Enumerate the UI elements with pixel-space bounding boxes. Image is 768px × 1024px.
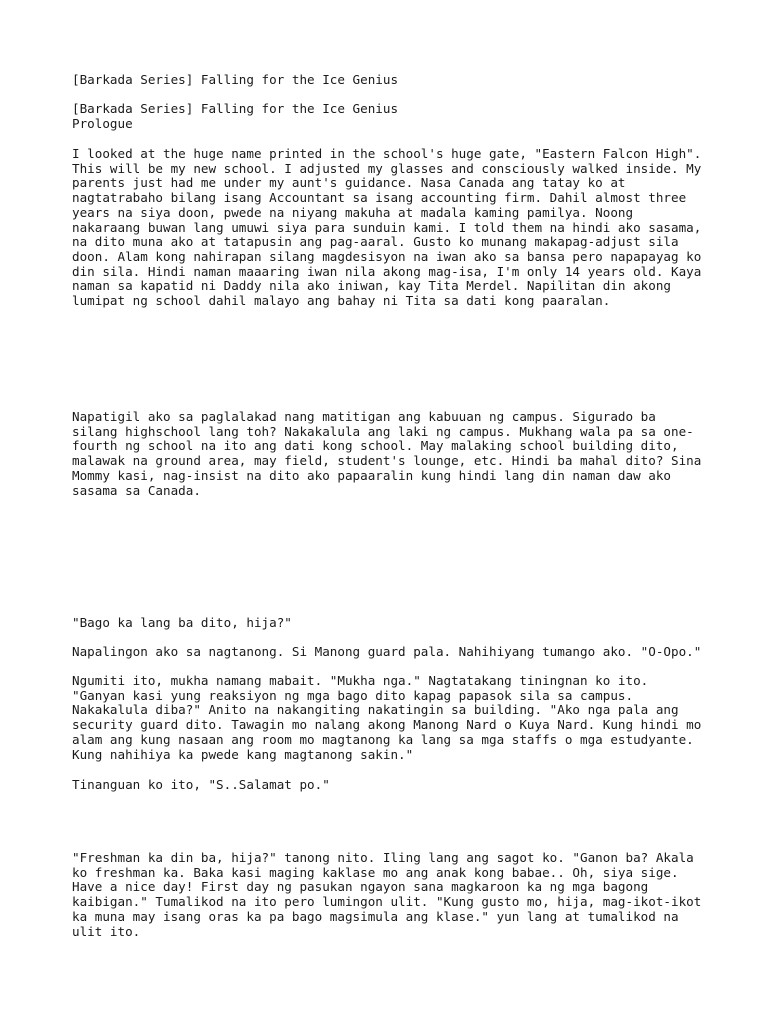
heading-line-2: Prologue	[72, 116, 133, 131]
paragraph-3: "Bago ka lang ba dito, hija?"	[72, 615, 292, 630]
paragraph-6: Tinanguan ko ito, "S..Salamat po."	[72, 777, 330, 792]
heading-line-1: [Barkada Series] Falling for the Ice Genius	[72, 101, 399, 116]
document-title: [Barkada Series] Falling for the Ice Genius	[72, 72, 399, 87]
paragraph-7: "Freshman ka din ba, hija?" tanong nito. Iling lang ang sagot ko. "Ganon ba? Akala ko freshman ka. Baka kasi maging kaklase mo ang anak kong babae.. Oh, siya sige. Have a nice day! First day ng pasukan ngayon sana magkaroon ka ng mga bagong kaibigan." Tumalikod na ito pero lumingon ulit. "Kung gusto mo, hija, mag-ikot-ikot ka muna may isang oras ka pa bago magsimula ang klase." yun lang at tumalikod na ulit ito.	[72, 850, 702, 939]
paragraph-4: Napalingon ako sa nagtanong. Si Manong guard pala. Nahihiyang tumango ako. "O-Opo."	[72, 644, 702, 659]
paragraph-1: I looked at the huge name printed in the school's huge gate, "Eastern Falcon High". This will be my new school. I adjusted my glasses and consciously walked inside. My parents just had me under my aunt's guidance. Nasa Canada ang tatay ko at nagtatrabaho bilang isang Accountant sa isang accounting firm. Dahil almost three years na siya doon, pwede na niyang makuha at madala kaming pamilya. Noong nakaraang buwan lang umuwi siya para sunduin kami. I told them na hindi ako sasama, na dito muna ako at tatapusin ang pag-aaral. Gusto ko munang makapag-adjust sila doon. Alam kong nahirapan silang magdesisyon na iwan ako sa bansa pero napapayag ko din sila. Hindi naman maaaring iwan nila akong mag-isa, I'm only 14 years old. Kaya naman sa kapatid ni Daddy nila ako iniwan, kay Tita Merdel. Napilitan din akong lumipat ng school dahil malayo ang bahay ni Tita sa dati kong paaralan.	[72, 146, 702, 309]
paragraph-2: Napatigil ako sa paglalakad nang matitigan ang kabuuan ng campus. Sigurado ba silang highschool lang toh? Nakakalula ang laki ng campus. Mukhang wala pa sa one- fourth ng school na ito ang dati kong school. May malaking school building dito, malawak na ground area, may field, student's lounge, etc. Hindi ba mahal dito? Sina Mommy kasi, nag-insist na dito ako papaaralin kung hindi lang din naman daw ako sasama sa Canada.	[72, 409, 702, 498]
paragraph-5: Ngumiti ito, mukha namang mabait. "Mukha nga." Nagtatakang tiningnan ko ito. "Ganyan kasi yung reaksiyon ng mga bago dito kapag papasok sila sa campus. Nakakalula diba?" Anito na nakangiting nakatingin sa building. "Ako nga pala ang security guard dito. Tawagin mo nalang akong Manong Nard o Kuya Nard. Kung hindi mo alam ang kung nasaan ang room mo magtanong ka lang sa mga staffs o mga estudyante. Kung nahihiya ka pwede kang magtanong sakin."	[72, 673, 702, 762]
